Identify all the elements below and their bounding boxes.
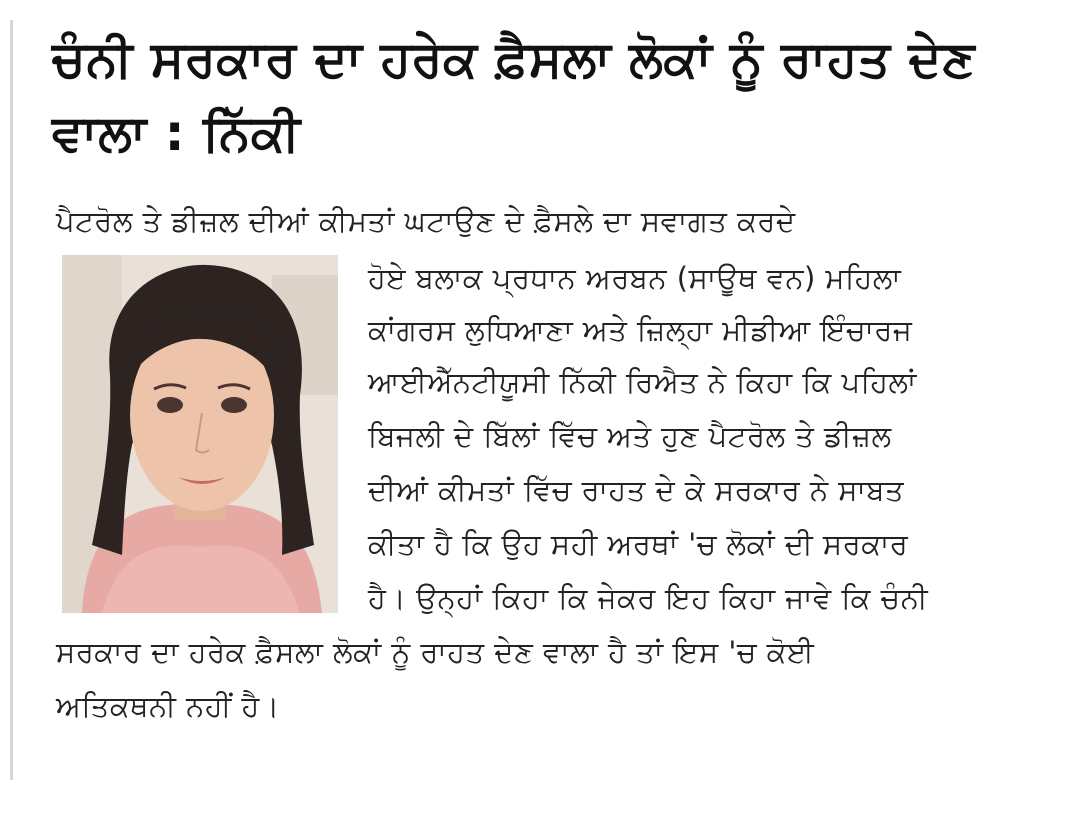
body-line-9: ਸਰਕਾਰ ਦਾ ਹਰੇਕ ਫ਼ੈਸਲਾ ਲੋਕਾਂ ਨੂੰ ਰਾਹਤ ਦੇਣ ਵਾਲਾ ਹੈ ਤਾਂ ਇਸ 'ਚ ਕੋਈ <box>56 635 815 669</box>
article-headline: ਚੰਨੀ ਸਰਕਾਰ ਦਾ ਹਰੇਕ ਫ਼ੈਸਲਾ ਲੋਕਾਂ ਨੂੰ ਰਾਹਤ ਦੇਣ ਵਾਲਾ : ਨਿੱਕੀ <box>52 30 976 162</box>
body-line-4: ਆਈਐੱਨਟੀਯੂਸੀ ਨਿੱਕੀ ਰਿਐਤ ਨੇ ਕਿਹਾ ਕਿ ਪਹਿਲਾਂ <box>368 365 917 399</box>
body-line-6: ਦੀਆਂ ਕੀਮਤਾਂ ਵਿੱਚ ਰਾਹਤ ਦੇ ਕੇ ਸਰਕਾਰ ਨੇ ਸਾਬਤ <box>368 473 905 507</box>
body-line-1: ਪੈਟਰੋਲ ਤੇ ਡੀਜ਼ਲ ਦੀਆਂ ਕੀਮਤਾਂ ਘਟਾਉਣ ਦੇ ਫ਼ੈਸਲੇ ਦਾ ਸਵਾਗਤ ਕਰਦੇ <box>56 204 796 238</box>
portrait-photo <box>62 255 338 613</box>
body-line-10: ਅਤਿਕਥਨੀ ਨਹੀਂ ਹੈ। <box>56 689 280 723</box>
body-line-3: ਕਾਂਗਰਸ ਲੁਧਿਆਣਾ ਅਤੇ ਜ਼ਿਲ੍ਹਾ ਮੀਡੀਆ ਇੰਚਾਰਜ <box>368 313 913 347</box>
body-line-8: ਹੈ। ਉਨ੍ਹਾਂ ਕਿਹਾ ਕਿ ਜੇਕਰ ਇਹ ਕਿਹਾ ਜਾਵੇ ਕਿ ਚੰਨੀ <box>368 581 929 615</box>
body-line-5: ਬਿਜਲੀ ਦੇ ਬਿੱਲਾਂ ਵਿੱਚ ਅਤੇ ਹੁਣ ਪੈਟਰੋਲ ਤੇ ਡੀਜ਼ਲ <box>368 419 892 453</box>
column-divider <box>10 20 13 780</box>
body-line-2: ਹੋਏ ਬਲਾਕ ਪ੍ਰਧਾਨ ਅਰਬਨ (ਸਾਊਥ ਵਨ) ਮਹਿਲਾ <box>368 261 902 295</box>
body-line-7: ਕੀਤਾ ਹੈ ਕਿ ਉਹ ਸਹੀ ਅਰਥਾਂ 'ਚ ਲੋਕਾਂ ਦੀ ਸਰਕਾਰ <box>368 527 909 561</box>
